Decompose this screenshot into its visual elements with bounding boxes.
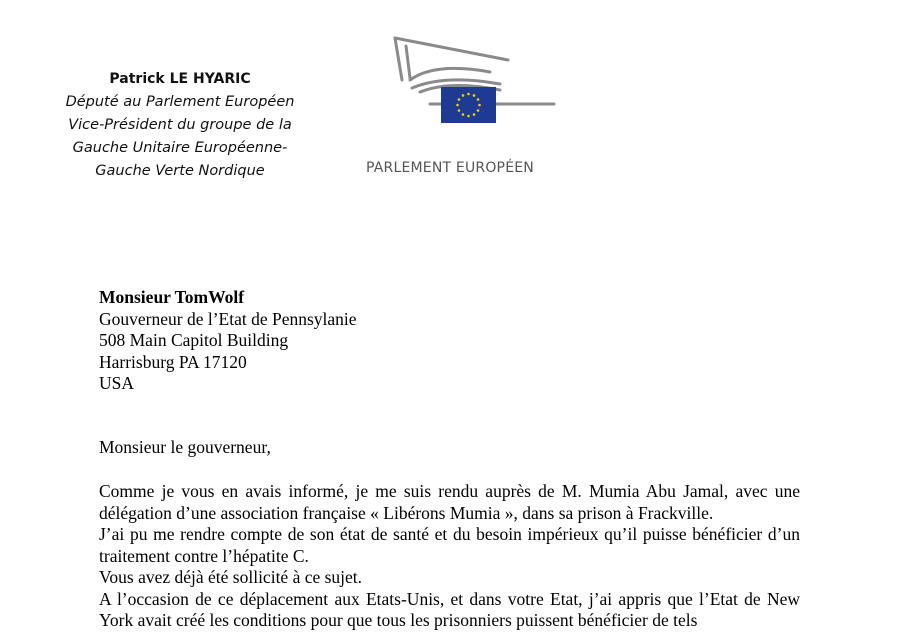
eu-star-icon xyxy=(477,98,480,101)
recipient-line-3: Harrisburg PA 17120 xyxy=(99,351,247,372)
eu-star-icon xyxy=(462,113,465,116)
eu-star-icon xyxy=(467,93,470,96)
body-paragraph-2: J’ai pu me rendre compte de son état de santé et du besoin impérieux qu’il puisse bénéficier d’un traitement contre l’hépatite C. xyxy=(99,524,800,566)
recipient-line-2: 508 Main Capitol Building xyxy=(99,330,289,350)
institution-name: PARLEMENT EUROPÉEN xyxy=(366,160,534,176)
eu-star-icon xyxy=(456,104,459,107)
eu-star-icon xyxy=(462,94,465,97)
letter-body xyxy=(99,481,800,632)
eu-star-icon xyxy=(467,115,470,118)
sender-role-line-1: Député au Parlement Européen xyxy=(65,94,295,110)
eu-star-icon xyxy=(458,98,461,101)
sender-name: Patrick LE HYARIC xyxy=(109,71,251,87)
eu-star-icon xyxy=(478,104,481,107)
sender-block xyxy=(30,68,330,183)
recipient-address xyxy=(99,287,357,395)
eu-star-icon xyxy=(473,113,476,116)
eu-flag xyxy=(441,87,496,123)
salutation: Monsieur le gouverneur, xyxy=(99,437,271,457)
recipient-name: Monsieur TomWolf xyxy=(99,287,245,307)
eu-star-icon xyxy=(473,94,476,97)
sender-role-line-4: Gauche Verte Nordique xyxy=(95,163,265,179)
eu-star-icon xyxy=(458,109,461,112)
sender-role-line-2: Vice-Président du groupe de la xyxy=(68,117,292,133)
eu-star-icon xyxy=(477,109,480,112)
body-paragraph-1: Comme je vous en avais informé, je me suis rendu auprès de M. Mumia Abu Jamal, avec une délégation d’une association française « Libérons Mumia », dans sa prison à Frackville. xyxy=(99,481,800,523)
recipient-line-1: Gouverneur de l’Etat de Pennsylanie xyxy=(99,308,357,329)
body-paragraph-3: Vous avez déjà été sollicité à ce sujet. xyxy=(99,567,363,587)
recipient-line-4: USA xyxy=(99,373,135,393)
european-parliament-logo xyxy=(390,32,560,132)
sender-role-line-3: Gauche Unitaire Européenne- xyxy=(72,140,288,156)
body-paragraph-4: A l’occasion de ce déplacement aux Etats-Unis, et dans votre Etat, j’ai appris que l’Etat de New York avait créé les conditions pour que tous les prisonniers puissent bénéficier de tels xyxy=(99,588,800,630)
